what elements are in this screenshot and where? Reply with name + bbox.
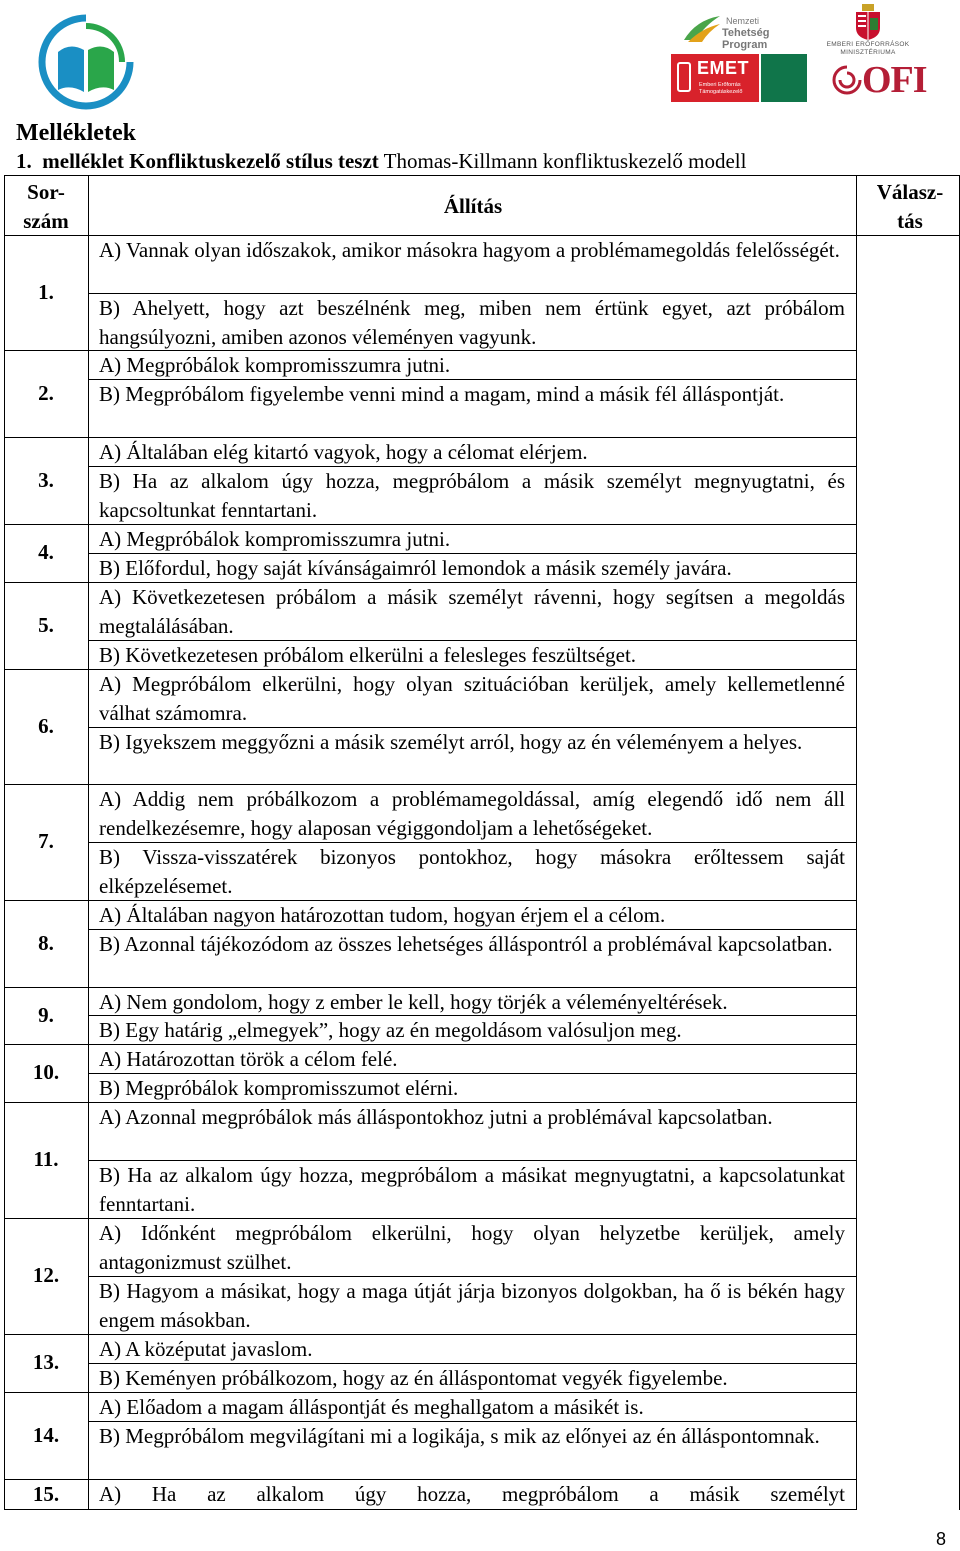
- answer-cell[interactable]: [857, 987, 959, 1044]
- row-number: 15.: [32, 1481, 60, 1506]
- statement-option-a: A) Határozottan török a célom felé.: [99, 1047, 398, 1071]
- ofi-logo: [832, 59, 927, 101]
- row-number: 6.: [38, 713, 54, 738]
- row-number: 13.: [32, 1350, 60, 1374]
- answer-cell[interactable]: [857, 1392, 959, 1479]
- row-number: 1.: [38, 279, 54, 304]
- emet-mark-icon: [677, 62, 691, 92]
- statement-option-b: B) Ha az alkalom úgy hozza, megpróbálom a másik személyt megnyugtatni, és kapcsoltunkat fenntartani.: [99, 469, 845, 522]
- statement-option-a: A) Addig nem próbálkozom a problémamegoldással, amíg elegendő idő nem áll rendelkezésemre, hogy alaposan végiggondoljam a lehetőségeket.: [99, 787, 845, 840]
- emet-logo-subtitle: Emberi Erőforrás Támogatáskezelő: [699, 82, 743, 95]
- answer-cell[interactable]: [857, 1044, 959, 1102]
- statement-option-b: B) Megpróbálom figyelembe venni mind a magam, mind a másik fél álláspontját.: [99, 382, 785, 406]
- row-number: 8.: [38, 930, 54, 955]
- col-header-statement: Állítás: [443, 194, 503, 218]
- statement-option-b: B) Hagyom a másikat, hogy a maga útját járja bizonyos dolgokban, ha ő is békén hagy engem másokban.: [99, 1279, 845, 1332]
- row-number: 14.: [32, 1422, 60, 1447]
- row-number: 11.: [33, 1147, 59, 1171]
- statement-option-a: A) Megpróbálok kompromisszumra jutni.: [99, 527, 451, 551]
- statement-option-b: B) Következetesen próbálom elkerülni a felesleges feszültséget.: [99, 643, 637, 667]
- row-number: 9.: [38, 1002, 54, 1027]
- table-rule: [4, 175, 960, 176]
- statement-option-a: A) Vannak olyan időszakok, amikor másokra hagyom a problémamegoldás felelősségét.: [99, 238, 840, 262]
- answer-cell[interactable]: [857, 235, 959, 350]
- document-title: Mellékletek: [16, 120, 136, 146]
- organization-logo: [36, 12, 136, 112]
- statement-option-a: A) Előadom a magam álláspontját és meghallgatom a másikét is.: [99, 1395, 644, 1419]
- statement-option-a: A) Ha az alkalom úgy hozza, megpróbálom a másik személyt: [99, 1482, 845, 1506]
- row-number: 7.: [38, 829, 54, 853]
- answer-cell[interactable]: [857, 524, 959, 582]
- row-number: 4.: [38, 540, 54, 564]
- statement-option-b: B) Vissza-visszatérek bizonyos pontokhoz, hogy másokra erőltessem saját elképzelésemet.: [99, 845, 845, 898]
- statement-option-b: B) Ahelyett, hogy azt beszélnénk meg, miben nem értünk egyet, azt próbálom hangsúlyozni, amiben azonos véleményen vagyunk.: [99, 296, 845, 349]
- ofi-logo-name: OFI: [862, 59, 927, 101]
- table-rule: [4, 1509, 857, 1510]
- statement-option-b: B) Igyekszem meggyőzni a másik személyt arról, hogy az én véleményem a helyes.: [99, 730, 803, 754]
- subtitle-number: 1.: [16, 149, 32, 173]
- statement-option-b: B) Azonnal tájékozódom az összes lehetséges álláspontról a problémával kapcsolatban.: [99, 932, 833, 956]
- answer-cell[interactable]: [857, 900, 959, 987]
- row-number: 10.: [32, 1060, 60, 1084]
- coat-of-arms-icon: [853, 4, 883, 40]
- ntp-logo: [682, 14, 804, 51]
- row-number: 2.: [38, 380, 54, 405]
- emet-logo: [671, 54, 807, 102]
- statement-option-b: B) Előfordul, hogy saját kívánságaimról lemondok a másik személy javára.: [99, 556, 732, 580]
- ntp-logo-line1: Nemzeti: [726, 16, 760, 26]
- answer-cell[interactable]: [857, 582, 959, 669]
- statement-option-a: A) Következetesen próbálom a másik személyt rávenni, hogy segítsen a megoldás megtalálásában.: [99, 585, 845, 638]
- statement-option-b: B) Megpróbálom megvilágítani mi a logikája, s mik az előnyei az én álláspontomnak.: [99, 1424, 820, 1448]
- ofi-swirl-icon: [832, 64, 862, 98]
- statement-option-a: A) Nem gondolom, hogy z ember le kell, hogy törjék a véleményeltérések.: [99, 990, 728, 1014]
- col-header-answer: Válasz- tás: [876, 180, 944, 233]
- emmi-logo: [826, 4, 910, 60]
- statement-option-a: A) Megpróbálom elkerülni, hogy olyan szituációban kerüljek, amely kellemetlenné válhat számomra.: [99, 672, 845, 725]
- document-subtitle: [16, 147, 746, 176]
- statement-option-b: B) Egy határig „elmegyek”, hogy az én megoldásom valósuljon meg.: [99, 1018, 682, 1042]
- answer-cell[interactable]: [857, 784, 959, 900]
- emet-logo-name: EMET: [697, 58, 750, 78]
- statement-option-a: A) A középutat javaslom.: [99, 1337, 313, 1361]
- row-number: 5.: [38, 612, 54, 637]
- statement-option-b: B) Megpróbálok kompromisszumot elérni.: [99, 1076, 459, 1100]
- emmi-logo-text: EMBERI ERŐFORRÁSOK MINISZTÉRIUMA: [826, 41, 910, 56]
- answer-cell[interactable]: [857, 669, 959, 784]
- answer-cell[interactable]: [857, 437, 959, 524]
- statement-option-a: A) Időnként megpróbálom elkerülni, hogy olyan helyzetbe kerüljek, amely antagonizmust szülhet.: [99, 1221, 845, 1274]
- statement-option-b: B) Ha az alkalom úgy hozza, megpróbálom a másikat megnyugtatni, a kapcsolatunkat fenntartani.: [99, 1163, 845, 1216]
- statement-option-a: A) Megpróbálok kompromisszumra jutni.: [99, 353, 451, 377]
- answer-cell[interactable]: [857, 1102, 959, 1218]
- subtitle-bold: melléklet Konfliktuskezelő stílus teszt: [42, 149, 379, 173]
- statement-option-a: A) Általában nagyon határozottan tudom, hogyan érjem el a célom.: [99, 903, 666, 927]
- statement-option-a: A) Azonnal megpróbálok más álláspontokhoz jutni a problémával kapcsolatban.: [99, 1105, 773, 1129]
- answer-cell[interactable]: [857, 1334, 959, 1392]
- statement-option-a: A) Általában elég kitartó vagyok, hogy a célomat elérjem.: [99, 440, 588, 464]
- answer-cell[interactable]: [857, 1479, 959, 1510]
- row-number: 3.: [38, 467, 54, 492]
- subtitle-rest: Thomas-Killmann konfliktuskezelő modell: [383, 149, 747, 173]
- row-number: 12.: [32, 1263, 60, 1287]
- answer-cell[interactable]: [857, 1218, 959, 1334]
- statement-option-b: B) Keményen próbálkozom, hogy az én álláspontomat vegyék figyelembe.: [99, 1366, 728, 1390]
- page-number: 8: [935, 1529, 946, 1549]
- col-header-number: Sor- szám: [23, 180, 69, 233]
- answer-cell[interactable]: [857, 350, 959, 437]
- statement-table: [4, 175, 960, 1510]
- ntp-logo-line2: Tehetség Program: [722, 27, 770, 51]
